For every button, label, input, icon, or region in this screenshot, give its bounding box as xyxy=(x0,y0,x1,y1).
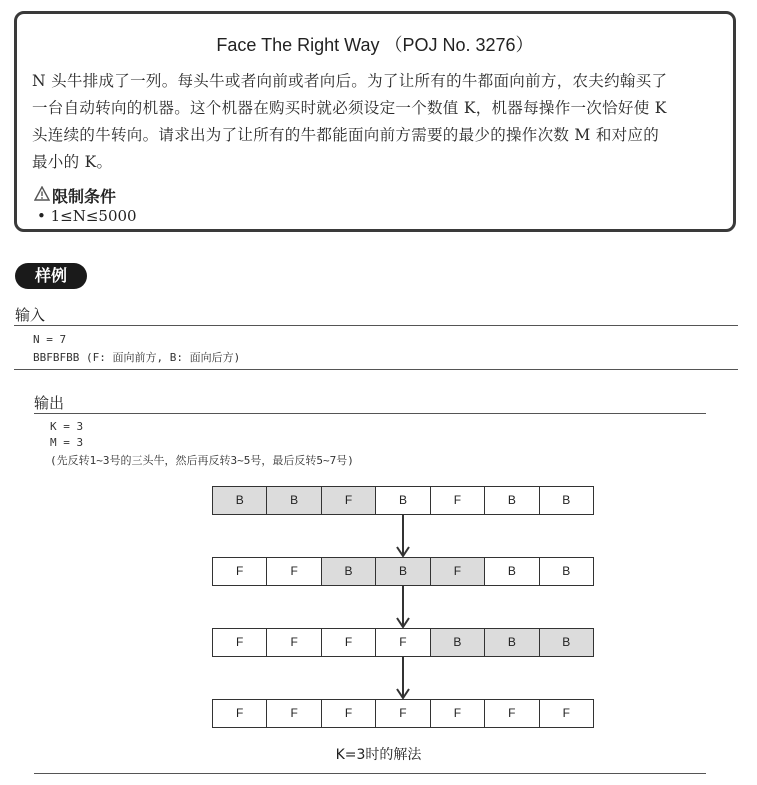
cow-cell: B xyxy=(213,487,267,514)
down-arrow-icon xyxy=(396,657,410,699)
sample-badge: 样例 xyxy=(15,263,87,289)
cow-cell: F xyxy=(267,558,321,585)
constraints-heading-text: 限制条件 xyxy=(52,187,117,206)
down-arrow-icon xyxy=(396,515,410,557)
cow-cell: B xyxy=(540,629,593,656)
down-arrow-icon xyxy=(396,586,410,628)
cow-cell: B xyxy=(485,629,539,656)
cow-cell: B xyxy=(540,487,593,514)
output-top-rule xyxy=(34,413,706,414)
cow-cell: F xyxy=(376,629,430,656)
cow-row xyxy=(212,628,594,657)
output-label: 输出 xyxy=(34,394,65,412)
input-line: N = 7 xyxy=(33,333,67,346)
cow-cell: B xyxy=(322,558,376,585)
description-line: 一台自动转向的机器。这个机器在购买时就必须设定一个数值 K，机器每操作一次恰好使 K xyxy=(32,99,667,117)
problem-description xyxy=(32,68,719,176)
diagram-caption: K=3时的解法 xyxy=(335,747,422,763)
problem-box xyxy=(14,11,736,232)
output-line: (先反转1~3号的三头牛，然后再反转3~5号，最后反转5~7号) xyxy=(50,454,354,467)
cow-row xyxy=(212,557,594,586)
warning-icon xyxy=(34,186,50,205)
cow-cell: F xyxy=(267,700,321,727)
cow-row xyxy=(212,699,594,728)
cow-cell: B xyxy=(431,629,485,656)
input-label: 输入 xyxy=(15,306,46,324)
cow-cell: F xyxy=(485,700,539,727)
cow-cell: B xyxy=(485,487,539,514)
input-line: BBFBFBB (F: 面向前方, B: 面向后方) xyxy=(33,351,241,364)
cow-cell: F xyxy=(540,700,593,727)
input-top-rule xyxy=(14,325,738,326)
cow-cell: F xyxy=(431,558,485,585)
cow-row xyxy=(212,486,594,515)
cow-cell: F xyxy=(213,558,267,585)
description-line: 最小的 K。 xyxy=(32,153,113,171)
cow-cell: B xyxy=(485,558,539,585)
description-line: 头连续的牛转向。请求出为了让所有的牛都能面向前方需要的最少的操作次数 M 和对应的 xyxy=(32,126,660,144)
cow-cell: B xyxy=(376,487,430,514)
input-bottom-rule xyxy=(14,369,738,370)
cow-cell: F xyxy=(213,700,267,727)
cow-cell: B xyxy=(540,558,593,585)
problem-title: Face The Right Way （POJ No. 3276） xyxy=(216,35,534,55)
output-line: K = 3 xyxy=(50,420,84,433)
cow-cell: F xyxy=(213,629,267,656)
cow-cell: F xyxy=(322,487,376,514)
output-line: M = 3 xyxy=(50,436,84,449)
cow-cell: F xyxy=(322,629,376,656)
cow-cell: F xyxy=(322,700,376,727)
cow-cell: F xyxy=(431,487,485,514)
description-line: N 头牛排成了一列。每头牛或者向前或者向后。为了让所有的牛都面向前方，农夫约翰买了 xyxy=(32,72,668,90)
cow-cell: B xyxy=(267,487,321,514)
bottom-rule xyxy=(34,773,706,774)
cow-cell: F xyxy=(376,700,430,727)
cow-cell: B xyxy=(376,558,430,585)
constraint-item: • 1≤N≤5000 xyxy=(37,207,137,225)
cow-cell: F xyxy=(267,629,321,656)
cow-cell: F xyxy=(431,700,485,727)
constraints-heading xyxy=(34,184,116,207)
